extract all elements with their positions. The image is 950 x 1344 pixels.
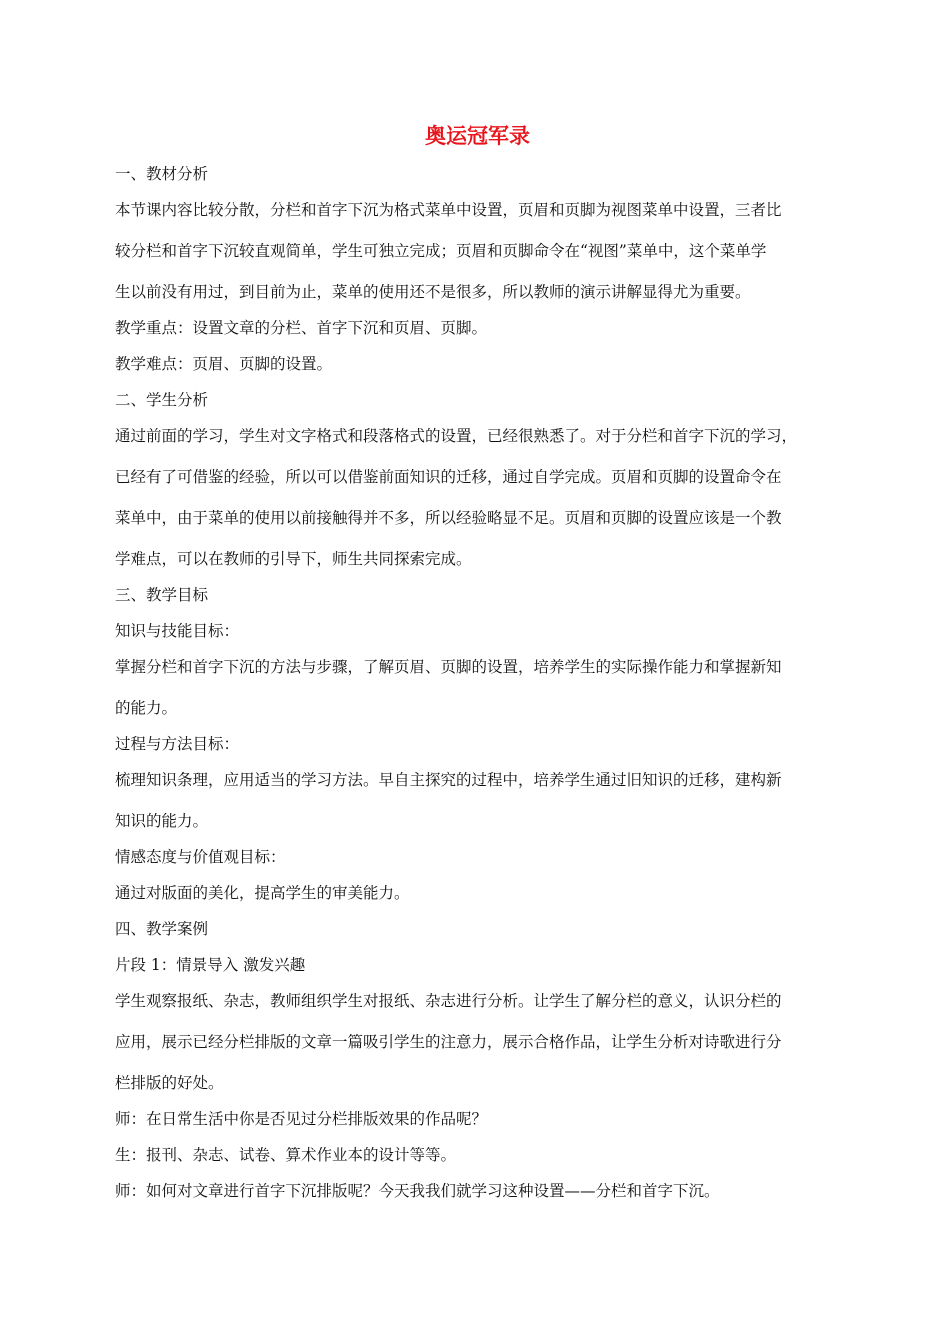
dialog-line-teacher-2: 师：如何对文章进行首字下沉排版呢？今天我我们就学习这种设置——分栏和首字下沉。	[115, 1182, 720, 1200]
paragraph-line: 通过前面的学习，学生对文字格式和段落格式的设置，已经很熟悉了。对于分栏和首字下沉的学习，	[115, 427, 798, 445]
paragraph-line: 菜单中，由于菜单的使用以前接触得并不多，所以经验略显不足。页眉和页脚的设置应该是一个教	[115, 509, 782, 527]
goal-label-knowledge-skills: 知识与技能目标：	[115, 622, 240, 640]
goal-text-emotion-values: 通过对版面的美化，提高学生的审美能力。	[115, 884, 410, 902]
paragraph-line: 生以前没有用过，到目前为止，菜单的使用还不是很多，所以教师的演示讲解显得尤为重要。	[115, 283, 751, 301]
paragraph-line: 学难点，可以在教师的引导下，师生共同探索完成。	[115, 550, 472, 568]
teaching-key-point: 教学重点：设置文章的分栏、首字下沉和页眉、页脚。	[115, 319, 488, 337]
section-heading-teaching-case: 四、教学案例	[115, 920, 209, 938]
teaching-difficulty: 教学难点：页眉、页脚的设置。	[115, 355, 333, 373]
paragraph-teaching-case	[115, 989, 840, 1095]
dialog-line-student-1: 生：报刊、杂志、试卷、算术作业本的设计等等。	[115, 1146, 457, 1164]
paragraph-line: 知识的能力。	[115, 812, 209, 830]
document-title: 奥运冠军录	[425, 124, 530, 148]
segment-label: 片段 1：情景导入 激发兴趣	[115, 956, 306, 974]
paragraph-line: 的能力。	[115, 699, 178, 717]
paragraph-process-method	[115, 768, 840, 833]
goal-label-emotion-values: 情感态度与价值观目标：	[115, 848, 286, 866]
paragraph-line: 栏排版的好处。	[115, 1074, 224, 1092]
paragraph-line: 已经有了可借鉴的经验，所以可以借鉴前面知识的迁移，通过自学完成。页眉和页脚的设置命令在	[115, 468, 782, 486]
goal-label-process-method: 过程与方法目标：	[115, 735, 240, 753]
paragraph-line: 学生观察报纸、杂志，教师组织学生对报纸、杂志进行分析。让学生了解分栏的意义，认识分栏的	[115, 992, 782, 1010]
paragraph-knowledge-skills	[115, 655, 840, 720]
paragraph-line: 应用，展示已经分栏排版的文章一篇吸引学生的注意力，展示合格作品，让学生分析对诗歌进行分	[115, 1033, 782, 1051]
paragraph-line: 较分栏和首字下沉较直观简单，学生可独立完成；页眉和页脚命令在“视图”菜单中，这个菜单学	[115, 242, 767, 260]
dialog-line-teacher-1: 师：在日常生活中你是否见过分栏排版效果的作品呢？	[115, 1110, 488, 1128]
section-heading-student-analysis: 二、学生分析	[115, 391, 209, 409]
section-heading-textbook-analysis: 一、教材分析	[115, 165, 209, 183]
section-heading-teaching-goals: 三、教学目标	[115, 586, 209, 604]
paragraph-textbook-analysis	[115, 198, 840, 304]
paragraph-line: 本节课内容比较分散，分栏和首字下沉为格式菜单中设置，页眉和页脚为视图菜单中设置，三者比	[115, 201, 782, 219]
paragraph-line: 梳理知识条理，应用适当的学习方法。早自主探究的过程中，培养学生通过旧知识的迁移，建构新	[115, 771, 782, 789]
document-page	[115, 120, 840, 1215]
paragraph-line: 掌握分栏和首字下沉的方法与步骤，了解页眉、页脚的设置，培养学生的实际操作能力和掌握新知	[115, 658, 782, 676]
paragraph-student-analysis	[115, 424, 840, 571]
